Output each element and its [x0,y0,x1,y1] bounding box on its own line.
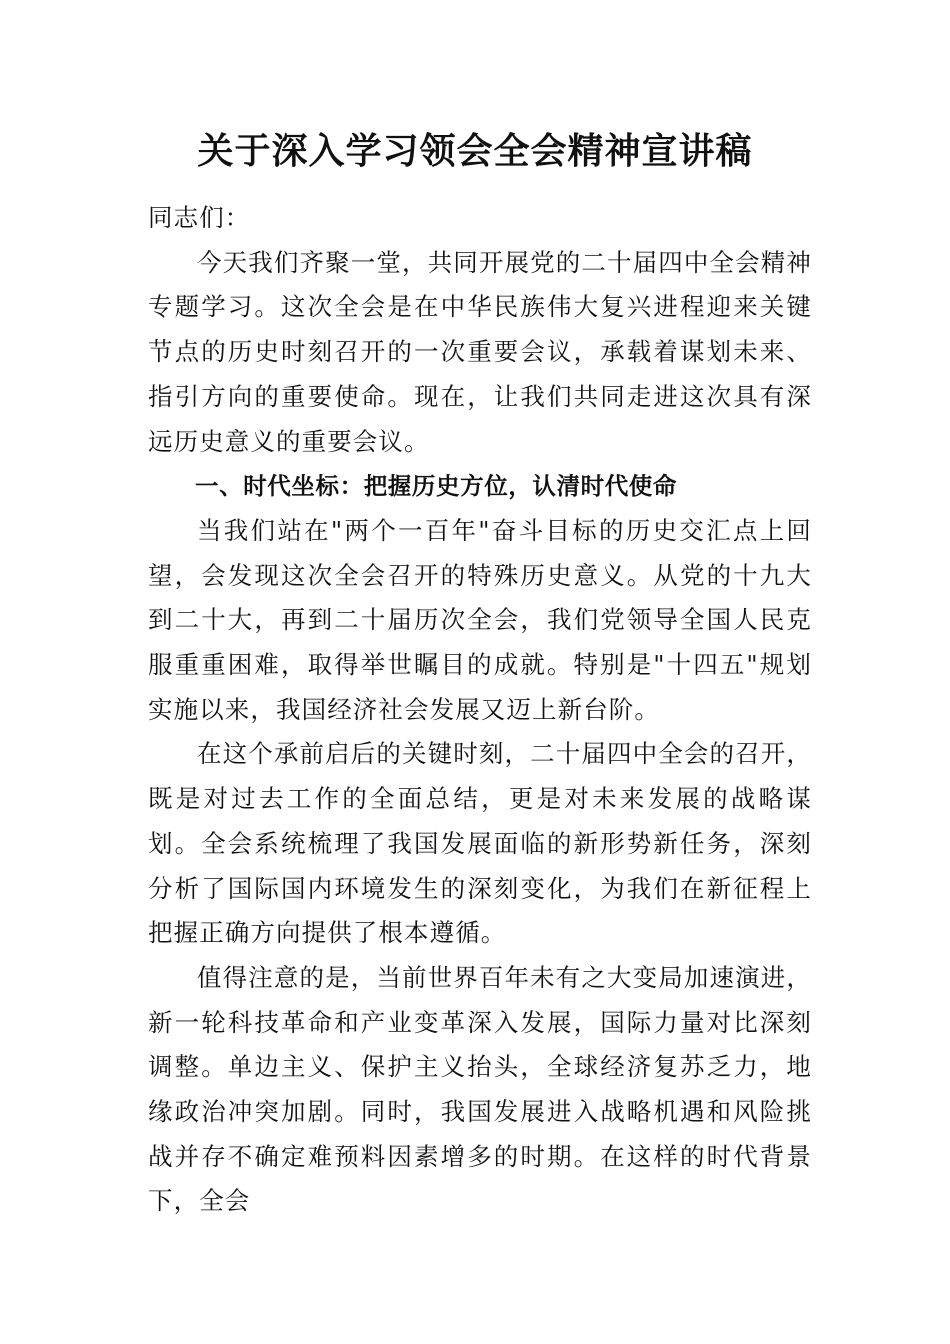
body-paragraph: 在这个承前启后的关键时刻，二十届四中全会的召开，既是对过去工作的全面总结，更是对未来发展的战略谋划。全会系统梳理了我国发展面临的新形势新任务，深刻分析了国际国内环境发生的深刻变化，为我们在新征程上把握正确方向提供了根本遵循。 [148,739,812,948]
body-paragraph: 当我们站在"两个一百年"奋斗目标的历史交汇点上回望，会发现这次全会召开的特殊历史意义。从党的十九大到二十大，再到二十届历次全会，我们党领导全国人民克服重重困难，取得举世瞩目的成就。特别是"十四五"规划实施以来，我国经济社会发展又迈上新台阶。 [148,515,812,724]
intro-paragraph: 今天我们齐聚一堂，共同开展党的二十届四中全会精神专题学习。这次全会是在中华民族伟大复兴进程迎来关键节点的历史时刻召开的一次重要会议，承载着谋划未来、指引方向的重要使命。现在，让我们共同走进这次具有深远历史意义的重要会议。 [148,247,812,456]
section-heading: 一、时代坐标：把握历史方位，认清时代使命 [195,472,677,501]
document-body [148,196,812,1224]
body-paragraph: 值得注意的是，当前世界百年未有之大变局加速演进，新一轮科技革命和产业变革深入发展，国际力量对比深刻调整。单边主义、保护主义抬头，全球经济复苏乏力，地缘政治冲突加剧。同时，我国发展进入战略机遇和风险挑战并存不确定难预料因素增多的时期。在这样的时代背景下，全会 [148,962,812,1216]
salutation: 同志们： [148,203,251,232]
document-title: 关于深入学习领会全会精神宣讲稿 [197,130,753,172]
